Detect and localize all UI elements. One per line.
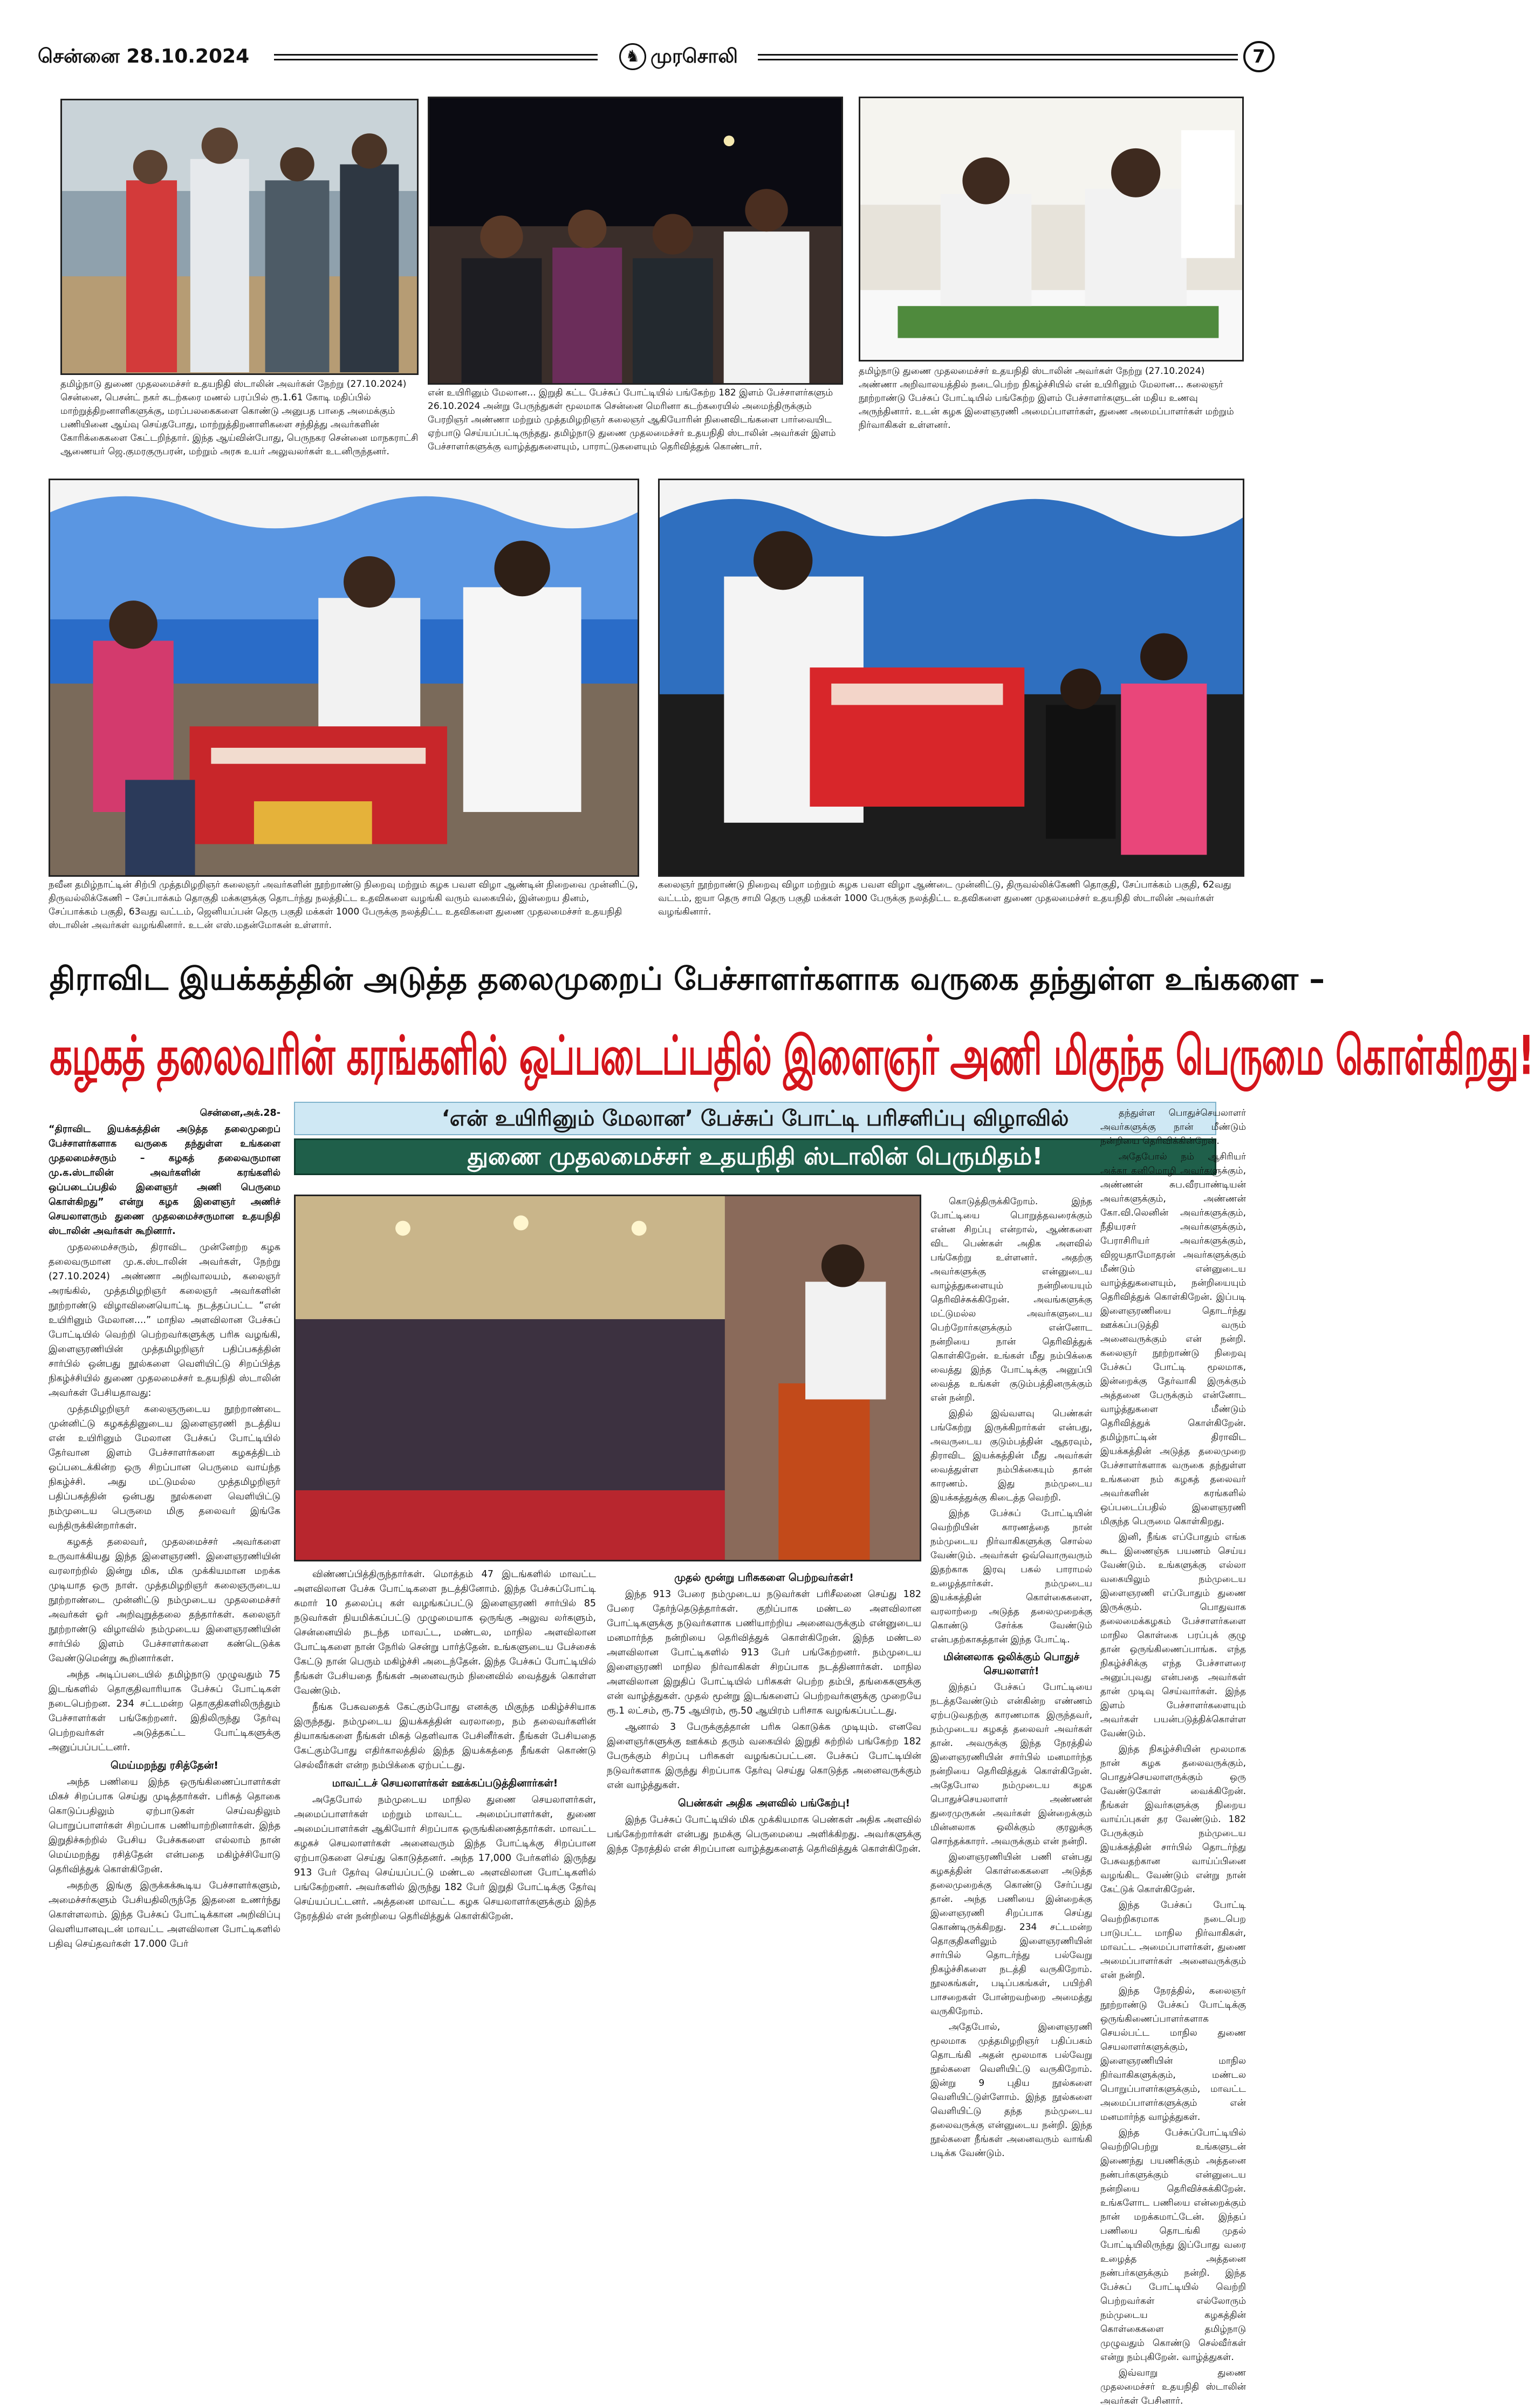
article-column-5	[1100, 1106, 1246, 2406]
strap-bottom	[294, 1138, 1216, 1175]
article-paragraph: கழகத் தலைவர், முதலமைச்சர் அவர்களை உருவாக்கியது இந்த இளைஞரணி. இளைஞரணியின் வரலாற்றில் இன்று மிக, மிக முக்கியமான மறக்க முடியாத ஒரு நாள். முத்தமிழறிஞர் கலைஞருடைய நூற்றாண்டை முன்னிட்டு நம்முடைய முதலமைச்சர் அவர்கள் ஓர் அறிவுறுத்தலை தந்தார்கள். கலைஞர் நூற்றாண்டு விழாவில் நம்முடைய இளைஞரணியின் சார்பில் இளம் பேச்சாளர்களை கண்டெடுக்க வேண்டுமென்று கூறினார்கள்.	[49, 1537, 280, 1664]
masthead-emblem-icon: ♞	[619, 43, 646, 70]
article-paragraph: முத்தமிழறிஞர் கலைஞருடைய நூற்றாண்டை முன்னிட்டு கழகத்தினுடைய இளைஞரணி நடத்திய என் உயிரினும் மேலான பேச்சுப் போட்டியில் தேர்வான இளம் பேச்சாளர்களை கழகத்திடம் ஒப்படைக்கின்ற ஒரு சிறப்பான பெருமை வாய்ந்த நிகழ்ச்சி. அது மட்டுமல்ல முத்தமிழறிஞர் பதிப்பகத்தின் ஒன்பது நூல்களை வெளியிட்டு நம்முடைய பெருமை மிகு தலைவர் இங்கே வந்திருக்கின்றார்கள்.	[49, 1404, 280, 1531]
article-paragraph: அதற்கு இங்கு இருக்கக்கூடிய பேச்சாளர்களும், அமைச்சர்களும் பேசியதிலிருந்தே இதனை உணர்ந்து கொள்ளலாம். இந்த பேச்சுப் போட்டிக்கான அறிவிப்பு வெளியானவுடன் மாவட்ட அளவிலான போட்டிகளில் பதிவு செய்தவர்கள் 17.000 பேர்	[49, 1880, 280, 1949]
article-paragraph: முதலமைச்சரும், திராவிட முன்னேற்ற கழக தலைவருமான மு.க.ஸ்டாலின் அவர்கள், நேற்று (27.10.2024) அண்ணா அறிவாலயம், கலைஞர் அரங்கில், முத்தமிழறிஞர் கலைஞர் அவர்களின் நூற்றாண்டு விழாவினையொட்டி நடத்தப்பட்ட “என் உயிரினும் மேலான....” மாநில அளவிலான பேச்சுப் போட்டியில் வெற்றி பெற்றவர்களுக்கு பரிசு வழங்கி, இளைஞரணியின் முத்தமிழறிஞர் பதிப்பகத்தின் சார்பில் ஒன்பது நூல்களை வெளியிட்டு சிறப்பித்த நிகழ்ச்சியில் துணை முதலமைச்சர் உதயநிதி ஸ்டாலின் அவர்கள் பேசியதாவது:	[49, 1242, 280, 1399]
article-subhead: பெண்கள் அதிக அளவில் பங்கேற்பு!	[678, 1797, 850, 1809]
article-paragraph: இனி, நீங்க எப்போதும் எங்க கூட இணைஞ்சு பயணம் செய்ய வேண்டும். உங்களுக்கு எல்லா வகையிலும் நம்முடைய இளைஞரணி எப்போதும் துணை இருக்கும். பொதுவாக தலைமைக்கழகம் பேச்சாளர்களை மாநில கொள்கை பரப்புக் குழு தான் ஒருங்கிணைப்பாங்க. எந்த நிகழ்ச்சிக்கு எந்த பேச்சாளரை அனுப்புவது என்பதை அவர்கள் தான் முடிவு செய்வார்கள். இந்த இளம் பேச்சாளர்களையும் அவர்கள் பயன்படுத்திக்கொள்ள வேண்டும்.	[1100, 1532, 1246, 1739]
photo-beach-inspection	[60, 99, 419, 375]
article-paragraph: ஆனால் 3 பேருக்குத்தான் பரிசு கொடுக்க முடியும். எனவே இளைஞர்களுக்கு ஊக்கம் தரும் வகையில் இறுதி சுற்றில் பங்கேற்ற 182 பேருக்கும் சிறப்பு பரிசுகள் வழங்கப்பட்டன. பேச்சுப் போட்டியின் நடுவர்களாக இருந்து சிறப்பாக தேர்வு செய்து கொடுத்த அனைவருக்கும் என் வாழ்த்துகள்.	[607, 1722, 921, 1791]
header-rule-right	[758, 54, 1238, 60]
photo-caption: தமிழ்நாடு துணை முதலமைச்சர் உதயநிதி ஸ்டாலின் அவர்கள் நேற்று (27.10.2024) சென்னை, பெசன்ட் நகர் கடற்கரை மணல் பரப்பில் ரூ.1.61 கோடி மதிப்பில் மாற்றுத்திறனாளிகளுக்கு, மரப்பலகைகளை கொண்டு அனுபத பாதை அமைக்கும் பணியினை ஆய்வு செய்தபோது, மாற்றுத்திறனாளிகளை சந்தித்து அவர்களின் கோரிக்கைகளை கேட்டறிந்தார். இந்த ஆய்வின்போது, பெருநகர சென்னை மாநகராட்சி ஆணையர் ஜெ.குமரகுருபரன், மற்றும் அரசு உயர் அலுவலர்கள் உடனிருந்தனர்.	[60, 379, 419, 457]
article-paragraph: இவ்வாறு துணை முதலமைச்சர் உதயநிதி ஸ்டாலின் அவர்கள் பேசினார்.	[1100, 2368, 1246, 2406]
article-column-1	[49, 1106, 280, 1988]
article-paragraph: இந்த பேச்சுப் போட்டியின் வெற்றியின் காரணத்தை நான் நம்முடைய நிர்வாகிகளுக்கு சொல்ல வேண்டும். அவர்கள் ஒவ்வொருவரும் இதற்காக இரவு பகல் பாராமல் உழைத்தார்கள். நம்முடைய இயக்கத்தின் கொள்கைகளை, வரலாற்றை அடுத்த தலைமுறைக்கு கொண்டு சேர்க்க வேண்டும் என்பதற்காகத்தான் இந்த போட்டி.	[930, 1508, 1092, 1645]
photo-welfare-aid-62nd-ward	[658, 479, 1244, 877]
article-column-4	[930, 1195, 1092, 2159]
article-paragraph: இந்த பேச்சுப் போட்டியில் மிக முக்கியமாக பெண்கள் அதிக அளவில் பங்கேற்றார்கள் என்பது நமக்கு பெருமையை அளிக்கிறது. அவர்களுக்கு இந்த நேரத்தில் என் சிறப்பான வாழ்த்துகளைத் தெரிவித்துக் கொள்கிறேன்.	[607, 1814, 921, 1854]
page-number: 7	[1252, 46, 1265, 67]
article-paragraph: இதில் இவ்வளவு பெண்கள் பங்கேற்று இருக்கிறார்கள் என்பது, அவருடைய குடும்பத்தின் ஆதரவும், திராவிட இயக்கத்தின் மீது அவர்கள் வைத்துள்ள நம்பிக்கையும் தான் காரணம். இது நம்முடைய இயக்கத்துக்கு கிடைத்த வெற்றி.	[930, 1408, 1092, 1503]
article-paragraph: அதேபோல் நம்முடைய மாநில துணை செயலாளர்கள், அமைப்பாளர்கள் மற்றும் மாவட்ட அமைப்பாளர்கள், துணை அமைப்பாளர்கள் ஆகியோர் சிறப்பாக ஒருங்கிணைத்தார்கள். மாவட்ட கழகச் செயலாளர்கள் அனைவரும் இந்த போட்டிக்கு சிறப்பான ஏற்பாடுகளை செய்து கொடுத்தனர். அந்த 17,000 பேர்களில் இருந்து 913 பேர் தேர்வு செய்யப்பட்டு மண்டல அளவிலான போட்டிகளில் பங்கேற்றனர். அவர்களில் இருந்து 182 பேர் இறுதி போட்டிக்கு தேர்வு செய்யப்பட்டனர். அத்தனை மாவட்ட கழக செயலாளர்களுக்கும் இந்த நேரத்தில் என் நன்றியை தெரிவித்துக் கொள்கிறேன்.	[294, 1795, 596, 1922]
article-paragraph: அதேபோல் நம் ஆசிரியர் அக்கா கனிமொழி அவர்களுக்கும், அண்ணன் சுப.வீரபாண்டியன் அவர்களுக்கும், அண்ணன் கோ.வி.லெனின் அவர்களுக்கும், நீதியரசர் அவர்களுக்கும், பேராசிரியர் அவர்களுக்கும், விஜயதாமோதரன் அவர்களுக்கும் மீண்டும் என்னுடைய வாழ்த்துகளையும், நன்றியையும் தெரிவித்துக் கொள்கிறேன். இப்படி இளைஞரணியை தொடர்ந்து ஊக்கப்படுத்தி வரும் அனைவருக்கும் என் நன்றி. கலைஞர் நூற்றாண்டு நிறைவு பேச்சுப் போட்டி மூலமாக, இன்றைக்கு தேர்வாகி இருக்கும் அத்தனை பேருக்கும் என்னோட வாழ்த்துகளை மீண்டும் தெரிவித்துக் கொள்கிறேன். தமிழ்நாட்டின் திராவிட இயக்கத்தின் அடுத்த தலைமுறை பேச்சாளர்களாக வருகை தந்துள்ள உங்களை நம் கழகத் தலைவர் அவர்களின் கரங்களில் ஒப்படைப்பதில் இளைஞரணி மிகுந்த பெருமை கொள்கிறது.	[1100, 1151, 1246, 1527]
article-paragraph: கொடுத்திருக்கிறோம். இந்த போட்டியை பொறுத்தவரைக்கும் என்ன சிறப்பு என்றால், ஆண்களை விட பெண்கள் அதிக அளவில் பங்கேற்று உள்ளனர். அதற்கு அவர்களுக்கு என்னுடைய வாழ்த்துகளையும் நன்றியையும் தெரிவிச்சுக்கிறேன். அவங்களுக்கு மட்டுமல்ல அவர்களுடைய பெற்றோர்களுக்கும் என்னோட நன்றியை நான் தெரிவித்துக் கொள்கிறேன். உங்கள் மீது நம்பிக்கை வைத்து இந்த போட்டிக்கு அனுப்பி வைத்த உங்கள் குடும்பத்தினருக்கும் என் நன்றி.	[930, 1196, 1092, 1403]
photo-caption: நவீன தமிழ்நாட்டின் சிற்பி முத்தமிழறிஞர் கலைஞர் அவர்களின் நூற்றாண்டு நிறைவு மற்றும் கழக பவள விழா ஆண்டின் நிறைவை முன்னிட்டு, திருவல்லிக்கேணி – சேப்பாக்கம் தொகுதி மக்களுக்கு தொடர்ந்து நலத்திட்ட உதவிகளை வழங்கி வரும் வகையில், இன்றைய தினம், சேப்பாக்கம் பகுதி, 63வது வட்டம், ஜெனியப்பன் தெரு பகுதி மக்கள் 1000 பேருக்கு நலத்திட்ட உதவிகளை துணை முதலமைச்சர் உதயநிதி ஸ்டாலின் அவர்கள் வழங்கினார். உடன் எஸ்.மதன்மோகன் உள்ளார்.	[49, 879, 638, 931]
article-column-3	[607, 1567, 921, 1988]
article-paragraph: அதேபோல், இளைஞரணி மூலமாக முத்தமிழறிஞர் பதிப்பகம் தொடங்கி அதன் மூலமாக பல்வேறு நூல்களை வெளியிட்டு வருகிறோம். இன்று 9 புதிய நூல்களை வெளியிட்டுள்ளோம். இந்த நூல்களை வெளியிட்டு தந்த நம்முடைய தலைவருக்கு என்னுடைய நன்றி. இந்த நூல்களை நீங்கள் அனைவரும் வாங்கி படிக்க வேண்டும்.	[930, 2022, 1092, 2159]
article-paragraph: இந்த 913 பேரை நம்முடைய நடுவர்கள் பரிசீலனை செய்து 182 பேரை தேர்ந்தெடுத்தார்கள். குறிப்பாக மண்டல அளவிலான போட்டிகளுக்கு நடுவர்களாக பணியாற்றிய அனைவருக்கும் என்னுடைய மனமார்ந்த நன்றியை தெரிவித்துக் கொள்கிறேன். இந்த மண்டல அளவிலான போட்டிகளில் 913 பேர் பங்கேற்றனர். நம்முடைய இளைஞரணி மாநில நிர்வாகிகள் சிறப்பாக நடத்தினார்கள். மாநில அளவிலான இறுதிப் போட்டியில் பரிசுகள் பெற்ற தம்பி, தங்கைகளுக்கு என் வாழ்த்துகள். முதல் மூன்று இடங்களைப் பெற்றவர்களுக்கு முறையே ரூ.1 லட்சம், ரூ.75 ஆயிரம், ரூ.50 ஆயிரம் பரிசாக வழங்கப்பட்டது.	[607, 1589, 921, 1716]
strap-top	[294, 1102, 1216, 1135]
article-subhead: மின்னலாக ஒலிக்கும் பொதுச் செயலாளர்!	[943, 1651, 1079, 1677]
headline-kicker: திராவிட இயக்கத்தின் அடுத்த தலைமுறைப் பேச்சாளர்களாக வருகை தந்துள்ள உங்களை –	[50, 960, 1325, 997]
article-paragraph: இந்த பேச்சுப் போட்டி வெற்றிகரமாக நடைபெற பாடுபட்ட மாநில நிர்வாகிகள், மாவட்ட அமைப்பாளர்கள், துணை அமைப்பாளர்கள் அனைவருக்கும் என் நன்றி.	[1100, 1900, 1246, 1981]
dateline: சென்னை 28.10.2024	[38, 45, 250, 67]
article-subhead: மெய்மறந்து ரசித்தேன்!	[111, 1759, 218, 1771]
article-paragraph: இளைஞரணியின் பணி என்பது கழகத்தின் கொள்கைகளை அடுத்த தலைமுறைக்கு கொண்டு சேர்ப்பது தான். அந்த பணியை இன்றைக்கு இளைஞரணி சிறப்பாக செய்து கொண்டிருக்கிறது. 234 சட்டமன்ற தொகுதிகளிலும் இளைஞரணியின் சார்பில் தொடர்ந்து பல்வேறு நிகழ்ச்சிகளை நடத்தி வருகிறோம். நூலகங்கள், படிப்பகங்கள், பயிற்சி பாசறைகள் போன்றவற்றை அமைத்து வருகிறோம்.	[930, 1852, 1092, 2017]
article-paragraph: இந்த நேரத்தில், கலைஞர் நூற்றாண்டு பேச்சுப் போட்டிக்கு ஒருங்கிணைப்பாளர்களாக செயல்பட்ட மாநில துணை செயலாளர்களுக்கும், இளைஞரணியின் மாநில நிர்வாகிகளுக்கும், மண்டல பொறுப்பாளர்களுக்கும், மாவட்ட அமைப்பாளர்களுக்கும் என் மனமார்ந்த வாழ்த்துகள்.	[1100, 1986, 1246, 2123]
article-paragraph: இந்த பேச்சுப்போட்டியில் வெற்றிபெற்று உங்களுடன் இணைந்து பயணிக்கும் அத்தனை நண்பர்களுக்கும் என்னுடைய நன்றியை தெரிவிச்சுக்கிறேன். உங்களோட பணியை என்றைக்கும் நான் மறக்கமாட்டேன். இந்தப் பணியை தொடங்கி முதல் போட்டியிலிருந்து இப்போது வரை உழைத்த அத்தனை நண்பர்களுக்கும் நன்றி. இந்த பேச்சுப் போட்டியில் வெற்றி பெற்றவர்கள் எல்லோரும் நம்முடைய கழகத்தின் கொள்கைகளை தமிழ்நாடு முழுவதும் கொண்டு செல்வீர்கள் என்று நம்புகிறேன். வாழ்த்துகள்.	[1100, 2127, 1246, 2363]
article-paragraph: நீங்க பேசுவதைக் கேட்கும்போது எனக்கு மிகுந்த மகிழ்ச்சியாக இருந்தது. நம்முடைய இயக்கத்தின் வரலாறை, நம் தலைவர்களின் தியாகங்களை நீங்கள் மிகத் தெளிவாக பேசினீர்கள். நீங்கள் பேசியதை கேட்கும்போது எதிர்காலத்தில் இந்த இயக்கத்தை நீங்கள் கொண்டு செல்வீர்கள் என்ற நம்பிக்கை ஏற்பட்டது.	[294, 1702, 596, 1771]
article-lead: “திராவிட இயக்கத்தின் அடுத்த தலைமுறைப் பேச்சாளர்களாக வருகை தந்துள்ள உங்களை முதலமைச்சரும் – கழகத் தலைவருமான மு.க.ஸ்டாலின் அவர்களின் கரங்களில் ஒப்படைப்பதில் இளைஞர் அணி பெருமை கொள்கிறது” என்று கழக இளைஞர் அணிச் செயலாளரும் துணை முதலமைச்சருமான உதயநிதி ஸ்டாலின் அவர்கள் கூறினார்.	[49, 1124, 280, 1237]
photo-caption: கலைஞர் நூற்றாண்டு நிறைவு விழா மற்றும் கழக பவள விழா ஆண்டை முன்னிட்டு, திருவல்லிக்கேணி தொகுதி, சேப்பாக்கம் பகுதி, 62வது வட்டம், ஐயா தெரு சாமி தெரு பகுதி மக்கள் 1000 பேருக்கு நலத்திட்ட உதவிகளை துணை முதலமைச்சர் உதயநிதி ஸ்டாலின் அவர்கள் வழங்கினார்.	[658, 879, 1231, 917]
article-dateline: சென்னை,அக்.28-	[200, 1108, 280, 1118]
photo-auditorium-speech	[294, 1195, 921, 1561]
article-subhead: மாவட்டச் செயலாளர்கள் ஊக்கப்படுத்தினார்கள்!	[332, 1777, 558, 1789]
article-paragraph: இந்தப் பேச்சுப் போட்டியை நடத்தவேண்டும் என்கின்ற எண்ணம் ஏற்படுவதற்கு காரணமாக இருந்தவர், நம்முடைய கழகத் தலைவர் அவர்கள் தான். அவருக்கு இந்த நேரத்தில் இளைஞரணியின் சார்பில் மனமார்ந்த நன்றியை தெரிவித்துக் கொள்கிறேன். அதேபோல நம்முடைய கழக பொதுச்செயலாளர் அண்ணன் துரைமுருகன் அவர்கள் இன்றைக்கும் மின்னலாக ஒலிக்கும் குரலுக்கு சொந்தக்காரர். அவருக்கும் என் நன்றி.	[930, 1682, 1092, 1847]
article-paragraph: அந்த அடிப்படையில் தமிழ்நாடு முழுவதும் 75 இடங்களில் தொகுதிவாரியாக பேச்சுப் போட்டிகள் நடைபெற்றன. 234 சட்டமன்ற தொகுதிகளிலிருந்தும் பேச்சாளர்கள் பங்கேற்றனர். இதிலிருந்து தேர்வு பெற்றவர்கள் அடுத்தகட்ட போட்டிகளுக்கு அனுப்பப்பட்டனர்.	[49, 1669, 280, 1753]
page-number-badge	[1243, 41, 1275, 72]
photo-speakers-marina	[428, 97, 843, 385]
masthead-title: முரசொலி	[650, 45, 738, 67]
photo-welfare-aid-63rd-ward	[49, 479, 639, 877]
article-paragraph: விண்ணப்பித்திருந்தார்கள். மொத்தம் 47 இடங்களில் மாவட்ட அளவிலான பேச்சு போட்டிகளை நடத்தினோம். இந்த பேச்சுப்போட்டி சுமார் 10 தலைப்பு கள் வழங்கப்பட்டு இளைஞரணி சார்பில் 85 நடுவர்கள் நியமிக்கப்பட்டு முழுமையாக ஒருங்கு அலுவ லர்களும், சென்னையில் நடந்த மாவட்ட, மண்டல, மாநில அளவிலான போட்டிகளை நான் நேரில் சென்று பார்த்தேன். உங்களுடைய பேச்சைக் கேட்டு நான் பெரும் மகிழ்ச்சி அடைந்தேன். இந்த பேச்சுப் போட்டியில் நீங்கள் பேசியதை நீங்கள் அனைவரும் நினைவில் வைத்துக் கொள்ள வேண்டும்.	[294, 1569, 596, 1696]
photo-caption: தமிழ்நாடு துணை முதலமைச்சர் உதயநிதி ஸ்டாலின் அவர்கள் நேற்று (27.10.2024) அண்ணா அறிவாலயத்தில் நடைபெற்ற நிகழ்ச்சியில் என் உயிரினும் மேலான... கலைஞர் நூற்றாண்டு பேச்சுப் போட்டியில் பங்கேற்ற இளம் பேச்சாளர்களுடன் மதிய உணவு அருந்தினார். உடன் கழக இளைஞரணி அமைப்பாளர்கள், துணை அமைப்பாளர்கள் மற்றும் நிர்வாகிகள் உள்ளனர்.	[859, 366, 1234, 431]
article-paragraph: தந்துள்ள பொதுச்செயலாளர் அவர்களுக்கு நான் மீண்டும் நன்றியை தெரிவிக்கின்றேன்.	[1100, 1108, 1246, 1147]
strap-line-1: ‘என் உயிரினும் மேலான’ பேச்சுப் போட்டி பரிசளிப்பு விழாவில்	[441, 1106, 1069, 1131]
headline-main: கழகத் தலைவரின் கரங்களில் ஒப்படைப்பதில் இளைஞர் அணி மிகுந்த பெருமை கொள்கிறது!	[50, 1025, 1534, 1087]
page-header	[32, 42, 1273, 74]
strap-line-2: துணை முதலமைச்சர் உதயநிதி ஸ்டாலின் பெருமிதம்!	[467, 1143, 1043, 1170]
photo-lunch-with-speakers	[859, 97, 1244, 361]
article-column-2	[294, 1567, 596, 1988]
article-paragraph: அந்த பணியை இந்த ஒருங்கிணைப்பாளர்கள் மிகச் சிறப்பாக செய்து முடித்தார்கள். பரிசுத் தொகை கொடுப்பதிலும் ஏற்பாடுகள் செய்வதிலும் பொறுப்பாளர்கள் சிறப்பாக பணியாற்றினார்கள். இந்த இறுதிச்சுற்றில் பேசிய பேச்சுகளை எல்லாம் நான் மெய்மறந்து ரசித்தேன் என்பதை மகிழ்ச்சியோடு தெரிவித்துக் கொள்கிறேன்.	[49, 1777, 280, 1875]
photo-caption: என் உயிரினும் மேலான... இறுதி கட்ட பேச்சுப் போட்டியில் பங்கேற்ற 182 இளம் பேச்சாளர்களும் 26.10.2024 அன்று பேருந்துகள் மூலமாக சென்னை மெரினா கடற்கரையில் அமைந்திருக்கும் பேரறிஞர் அண்ணா மற்றும் முத்தமிழறிஞர் கலைஞர் ஆகியோரின் நினைவிடங்களை பார்வையிட ஏற்பாடு செய்யப்பட்டிருந்தது. தமிழ்நாடு துணை முதலமைச்சர் உதயநிதி ஸ்டாலின் அவர்கள் இளம் பேச்சாளர்களுக்கு வாழ்த்துகளையும், பாராட்டுகளையும் தெரிவித்துக் கொண்டார்.	[428, 387, 836, 452]
article-paragraph: இந்த நிகழ்ச்சியின் மூலமாக நான் கழக தலைவருக்கும், பொதுச்செயலாளருக்கும் ஒரு வேண்டுகோள் வைக்கிறேன். நீங்கள் இவர்களுக்கு நிறைய வாய்ப்புகள் தர வேண்டும். 182 பேருக்கும் நம்முடைய இயக்கத்தின் சார்பில் தொடர்ந்து பேசுவதற்கான வாய்ப்பினை வழங்கிட வேண்டும் என்று நான் கேட்டுக் கொள்கிறேன்.	[1100, 1744, 1246, 1895]
article-subhead: முதல் மூன்று பரிசுகளை பெற்றவர்கள்!	[674, 1572, 854, 1584]
header-rule-left	[274, 54, 598, 60]
